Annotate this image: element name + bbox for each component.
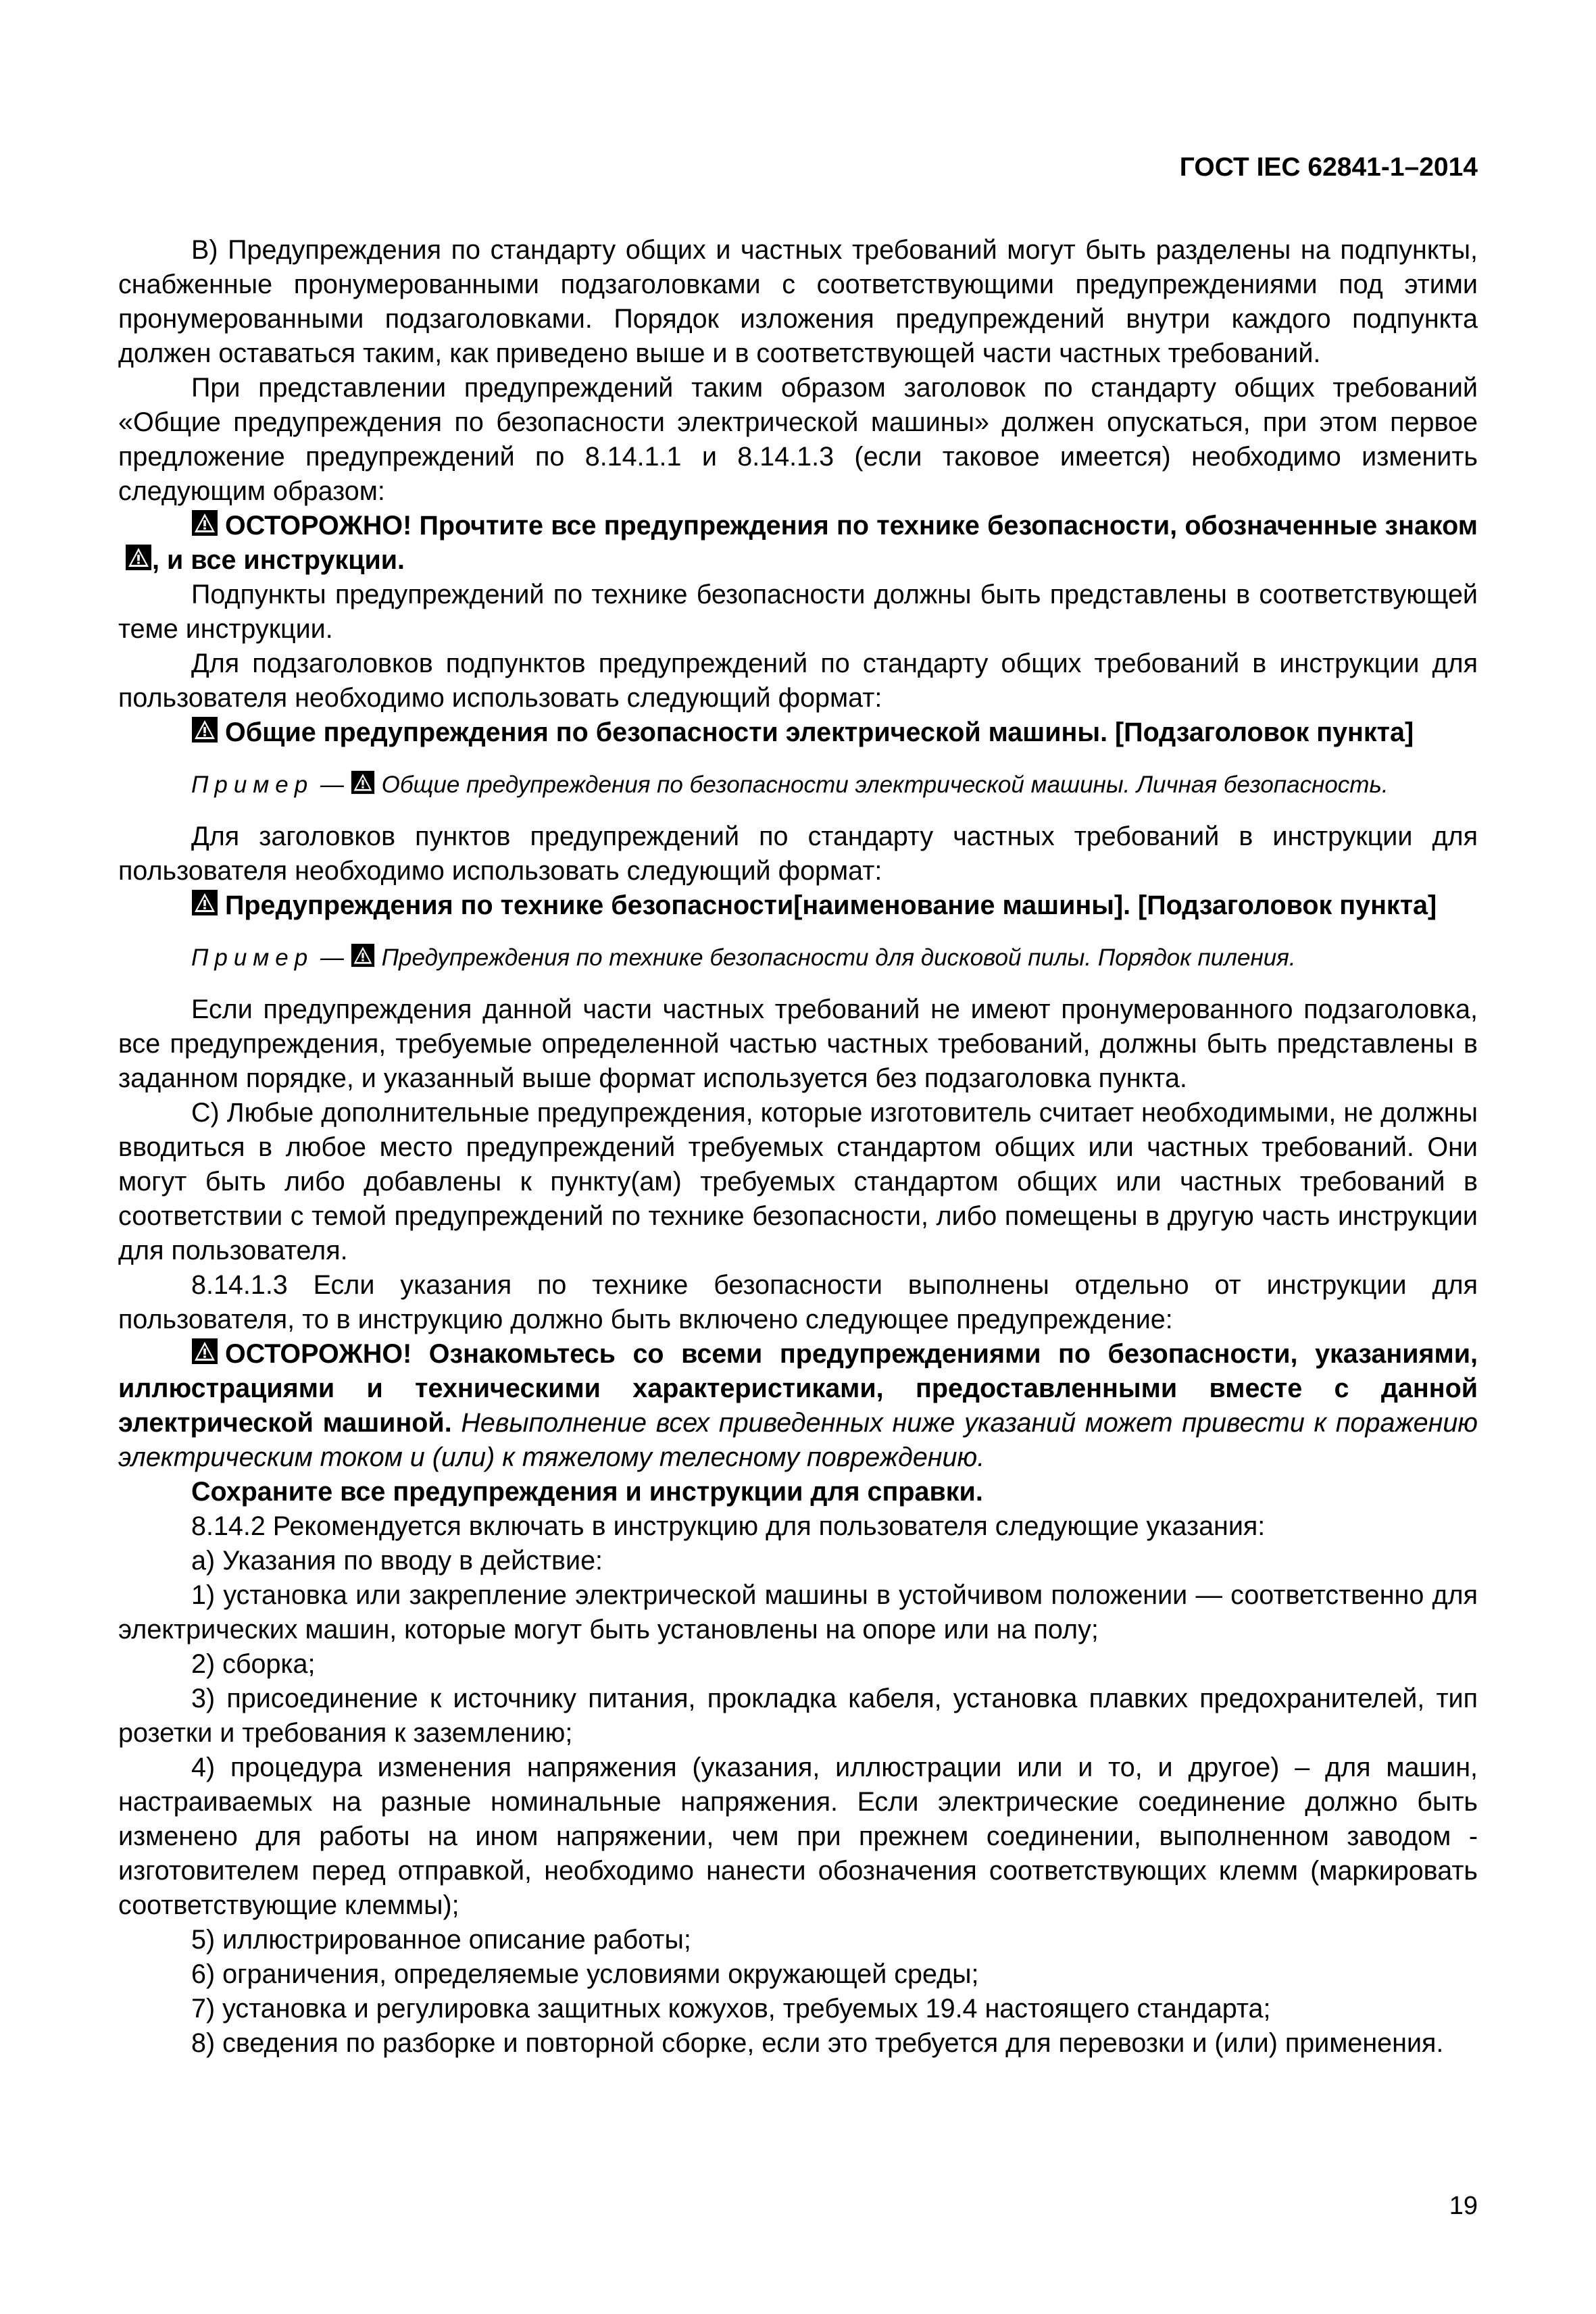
format-particular-warnings: [118, 888, 1478, 923]
paragraph-subpoints: Подпункты предупреждений по технике безопасности должны быть представлены в соответствующей теме инструкции.: [118, 580, 1478, 644]
list-item: 3) присоединение к источнику питания, прокладка кабеля, установка плавких предохранителей, тип розетки и требования к заземлению;: [118, 1684, 1478, 1748]
paragraph-commissioning: а) Указания по вводу в действие:: [191, 1546, 603, 1576]
warning-triangle-icon: [351, 770, 375, 795]
example-text: Предупреждения по технике безопасности для дисковой пилы. Порядок пиления.: [381, 945, 1296, 971]
list-item: 8) сведения по разборке и повторной сборке, если это требуется для перевозки и (или) применения.: [191, 2028, 1444, 2058]
warning-triangle-icon: [191, 716, 218, 743]
paragraph-c: С) Любые дополнительные предупреждения, которые изготовитель считает необходимыми, не должны вводиться в любое место предупреждений требуемых стандартом общих или частных требований. Они могут быть либо добавлены к пункту(ам) требуемых стандартом общих или частных требований в соответствии с темой предупреждений по технике безопасности, либо помещены в другую часть инструкции для пользователя.: [118, 1098, 1478, 1265]
example-circular-saw: [118, 940, 1478, 975]
warning-read-specs: [118, 1337, 1478, 1475]
paragraph-presentation: При представлении предупреждений таким образом заголовок по стандарту общих требований «Общие предупреждения по безопасности электрической машины» должен опускаться, при этом первое предложение предупреждений по 8.14.1.1 и 8.14.1.3 (если таковое имеется) необходимо изменить следующим образом:: [118, 373, 1478, 506]
save-instructions: Сохраните все предупреждения и инструкции для справки.: [191, 1477, 983, 1507]
example-lead: Пример: [191, 945, 314, 971]
format-general-warnings: [118, 715, 1478, 750]
paragraph-8-14-1-3: 8.14.1.3 Если указания по технике безопасности выполнены отдельно от инструкции для пользователя, то в инструкцию должно быть включено следующее предупреждение:: [118, 1270, 1478, 1334]
warning-triangle-icon: [191, 509, 218, 536]
warning-read-specs-italic: Невыполнение всех приведенных ниже указаний может привести к поражению электрическим током и (или) к тяжелому телесному повреждению.: [118, 1408, 1478, 1472]
format-general-warnings-text: Общие предупреждения по безопасности электрической машины. [Подзаголовок пункта]: [225, 718, 1414, 747]
example-personal-safety: [118, 768, 1478, 802]
paragraph-heading-format: Для заголовков пунктов предупреждений по стандарту частных требований в инструкции для пользователя необходимо использовать следующий формат:: [118, 822, 1478, 886]
paragraph-b: В) Предупреждения по стандарту общих и частных требований могут быть разделены на подпункты, снабженные пронумерованными подзаголовками с соответствующими предупреждениями под этими пронумерованными подзаголовками. Порядок изложения предупреждений внутри каждого подпункта должен оставаться таким, как приведено выше и в соответствующей части частных требований.: [118, 235, 1478, 368]
list-item: 4) процедура изменения напряжения (указания, иллюстрации или и то, и другое) – для машин, настраиваемых на разные номинальные напряжения. Если электрические соединение должно быть изменено для работы на ином напряжении, чем при прежнем соединении, выполненном заводом - изготовителем перед отправкой, необходимо нанести обозначения соответствующих клемм (маркировать соответствующие клеммы);: [118, 1753, 1478, 1920]
page-body: [118, 233, 1478, 2061]
warning-triangle-icon: [191, 889, 218, 916]
example-lead: Пример: [191, 772, 314, 798]
warning-triangle-icon: [191, 1338, 218, 1365]
paragraph-8-14-2: 8.14.2 Рекомендуется включать в инструкцию для пользователя следующие указания:: [191, 1511, 1266, 1541]
paragraph-subheading-format: Для подзаголовков подпунктов предупреждений по стандарту общих требований в инструкции для пользователя необходимо использовать следующий формат:: [118, 649, 1478, 713]
list-item: 5) иллюстрированное описание работы;: [191, 1925, 691, 1955]
example-text: Общие предупреждения по безопасности электрической машины. Личная безопасность.: [381, 772, 1389, 798]
list-item: 2) сборка;: [191, 1649, 316, 1679]
warning-read-all-tail: , и все инструкции.: [152, 545, 405, 575]
page-number: 19: [1449, 2192, 1478, 2220]
warning-read-all: [118, 509, 1478, 578]
warning-read-all-text: ОСТОРОЖНО! Прочтите все предупреждения по технике безопасности, обозначенные знаком: [225, 511, 1478, 540]
list-item: 6) ограничения, определяемые условиями окружающей среды;: [191, 1959, 979, 1989]
warning-read-specs-bold: ОСТОРОЖНО! Ознакомьтесь со всеми предупреждениями по безопасности, указаниями, иллюстрациями и техническими характеристиками, предоставленными вместе с данной электрической машиной.: [118, 1339, 1478, 1438]
format-particular-warnings-text: Предупреждения по технике безопасности[наименование машины]. [Подзаголовок пункта]: [225, 890, 1437, 920]
list-item: 7) установка и регулировка защитных кожухов, требуемых 19.4 настоящего стандарта;: [191, 1994, 1271, 2023]
warning-triangle-icon: [351, 943, 375, 967]
list-item: 1) установка или закрепление электрической машины в устойчивом положении — соответственно для электрических машин, которые могут быть установлены на опоре или на полу;: [118, 1580, 1478, 1644]
document-code-header: ГОСТ IEC 62841-1–2014: [1179, 153, 1478, 182]
example-dash: —: [314, 945, 351, 971]
warning-triangle-icon: [125, 544, 152, 571]
paragraph-no-subheading: Если предупреждения данной части частных требований не имеют пронумерованного подзаголовка, все предупреждения, требуемые определенной частью частных требований, должны быть представлены в заданном порядке, и указанный выше формат используется без подзаголовка пункта.: [118, 995, 1478, 1093]
example-dash: —: [314, 772, 351, 798]
